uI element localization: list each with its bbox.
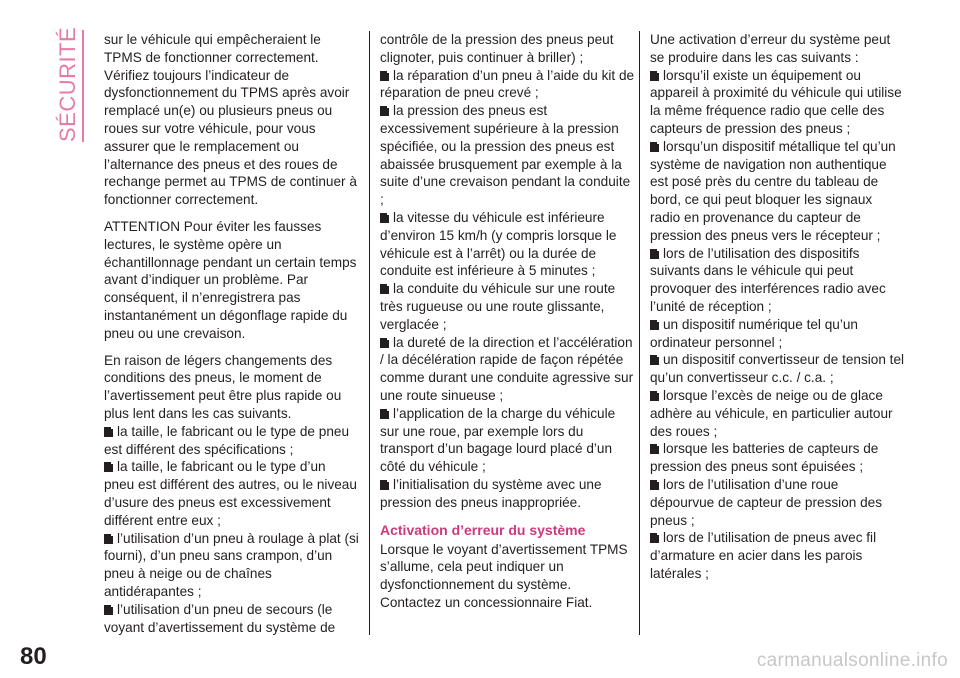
list-item — [380, 280, 635, 333]
list-item-text: lors de l’utilisation de pneus avec fil d’armature en acier dans les parois latérales ; — [650, 530, 877, 581]
bullet-square-icon — [380, 480, 389, 490]
list-item — [104, 530, 359, 601]
list-item-text: l’initialisation du système avec une pression des pneus inappropriée. — [380, 476, 602, 510]
bullet-square-icon — [650, 249, 659, 259]
watermark: carmanualsonline.info — [756, 650, 948, 671]
list-item-text: lorsqu’il existe un équipement ou appareil à proximité du véhicule qui utilise la même fréquence radio que celle des capteurs de pression des pneus ; — [650, 67, 902, 136]
list-item — [380, 476, 635, 512]
list-item-text: la taille, le fabricant ou le type d’un pneu est différent des autres, ou le niveau d’usure des pneus est excessivement différent entre eux ; — [104, 459, 357, 528]
list-item-text: la taille, le fabricant ou le type de pneu est différent des spécifications ; — [104, 423, 350, 457]
list-item-text: lors de l’utilisation des dispositifs suivants dans le véhicule qui peut provoquer des interférences radio avec l’unité de réception ; — [650, 245, 886, 314]
list-item — [380, 209, 635, 280]
section-heading: Activation d’erreur du système — [380, 521, 586, 538]
list-item-text: lorsque les batteries de capteurs de pression des pneus sont épuisées ; — [650, 441, 879, 475]
bullet-square-icon — [650, 480, 659, 490]
column-divider — [639, 31, 640, 635]
list-item-text: la vitesse du véhicule est inférieure d’environ 15 km/h (y compris lorsque le véhicule est à l’arrêt) ou la durée de conduite est inférieure à 5 minutes ; — [380, 209, 617, 279]
text-column-3 — [650, 31, 905, 621]
list-item — [650, 529, 905, 582]
list-item-text: l’application de la charge du véhicule sur une roue, par exemple lors du transport d’un bagage lourd placé d’un côté du véhicule ; — [380, 405, 616, 475]
list-item-text: l’utilisation d’un pneu à roulage à plat (si fourni), d’un pneu sans crampon, d’un pneu à neige ou de chaînes antidérapantes ; — [104, 530, 359, 599]
bullet-square-icon — [380, 71, 389, 81]
paragraph: Une activation d’erreur du système peut se produire dans les cas suivants : — [650, 32, 891, 65]
attention-paragraph: ATTENTION Pour éviter les fausses lectures, le système opère un échantillonnage pendant un certain temps avant d’indiquer un problème. Par conséquent, il n’enregistrera pas instantanément un dégonflage rapide du pneu ou une crevaison. — [104, 218, 357, 341]
paragraph: Lorsque le voyant d’avertissement TPMS s’allume, cela peut indiquer un dysfonctionnement du système. Contactez un concessionnaire Fiat. — [380, 541, 628, 610]
bullet-square-icon — [380, 338, 389, 348]
bullet-square-icon — [650, 320, 659, 330]
list-item — [380, 67, 635, 103]
bullet-square-icon — [380, 409, 389, 419]
list-item — [650, 138, 905, 245]
list-item — [104, 458, 359, 529]
bullet-square-icon — [104, 605, 113, 615]
bullet-square-icon — [380, 106, 389, 116]
list-item-text: l’utilisation d’un pneu de secours (le voyant d’avertissement du système de — [104, 601, 336, 635]
list-item — [650, 387, 905, 440]
list-item — [650, 476, 905, 529]
bullet-square-icon — [650, 142, 659, 152]
list-item — [650, 440, 905, 476]
list-item-text: la réparation d’un pneu à l’aide du kit de réparation de pneu crevé ; — [380, 67, 635, 101]
bullet-square-icon — [650, 533, 659, 543]
list-item-text: un dispositif convertisseur de tension tel qu’un convertisseur c.c. / c.a. ; — [650, 352, 905, 386]
list-item — [650, 67, 905, 138]
list-item-continued: contrôle de la pression des pneus peut clignoter, puis continuer à briller) ; — [380, 32, 614, 65]
list-item-text: la dureté de la direction et l’accélération / la décélération rapide de façon répétée comme durant une conduite agressive sur une route sinueuse ; — [380, 334, 634, 403]
list-item — [650, 316, 905, 352]
section-tab-rule — [82, 30, 84, 142]
list-item — [650, 245, 905, 316]
section-tab — [55, 26, 80, 142]
bullet-square-icon — [650, 71, 659, 81]
bullet-square-icon — [650, 444, 659, 454]
bullet-square-icon — [380, 213, 389, 223]
list-item-text: un dispositif numérique tel qu’un ordinateur personnel ; — [650, 316, 858, 350]
list-item-text: lors de l’utilisation d’une roue dépourvue de capteur de pression des pneus ; — [650, 476, 883, 528]
bullet-square-icon — [104, 462, 113, 472]
bullet-square-icon — [650, 355, 659, 365]
list-item — [380, 334, 635, 405]
list-item — [104, 423, 359, 459]
page-number: 80 — [20, 643, 47, 670]
bullet-square-icon — [104, 534, 113, 544]
column-divider — [369, 31, 370, 635]
paragraph: En raison de légers changements des conditions des pneus, le moment de l’avertissement peut être plus rapide ou plus lent dans les cas suivants. — [104, 352, 342, 421]
text-column-1 — [104, 31, 359, 635]
list-item — [380, 405, 635, 476]
text-column-2 — [380, 31, 635, 621]
list-item — [650, 351, 905, 387]
bullet-square-icon — [380, 284, 389, 294]
list-item — [380, 102, 635, 209]
list-item-text: lorsque l’excès de neige ou de glace adhère au véhicule, en particulier autour des roues ; — [650, 387, 893, 439]
list-item-text: lorsqu’un dispositif métallique tel qu’un système de navigation non authentique est posé près du centre du tableau de bord, ce qui peut bloquer les signaux radio en provenance du capteur de pression des pneus vers le récepteur ; — [650, 138, 896, 243]
bullet-square-icon — [650, 391, 659, 401]
bullet-square-icon — [104, 427, 113, 437]
list-item-text: la pression des pneus est excessivement supérieure à la pression spécifiée, ou la pression des pneus est abaissée brusquement par exemple à la suite d’une crevaison pendant la conduite ; — [380, 103, 631, 208]
list-item-text: la conduite du véhicule sur une route très rugueuse ou une route glissante, verglacée ; — [380, 281, 616, 332]
paragraph: sur le véhicule qui empêcheraient le TPMS de fonctionner correctement. Vérifiez toujours l’indicateur de dysfonctionnement du TPMS après avoir remplacé un(e) ou plusieurs pneus ou roues sur votre véhicule, pour vous assurer que le remplacement ou l’alternance des pneus et des roues de rechange permet au TPMS de continuer à fonctionner correctement. — [104, 32, 357, 208]
list-item — [104, 601, 359, 637]
section-tab-label: SÉCURITÉ — [55, 26, 80, 142]
